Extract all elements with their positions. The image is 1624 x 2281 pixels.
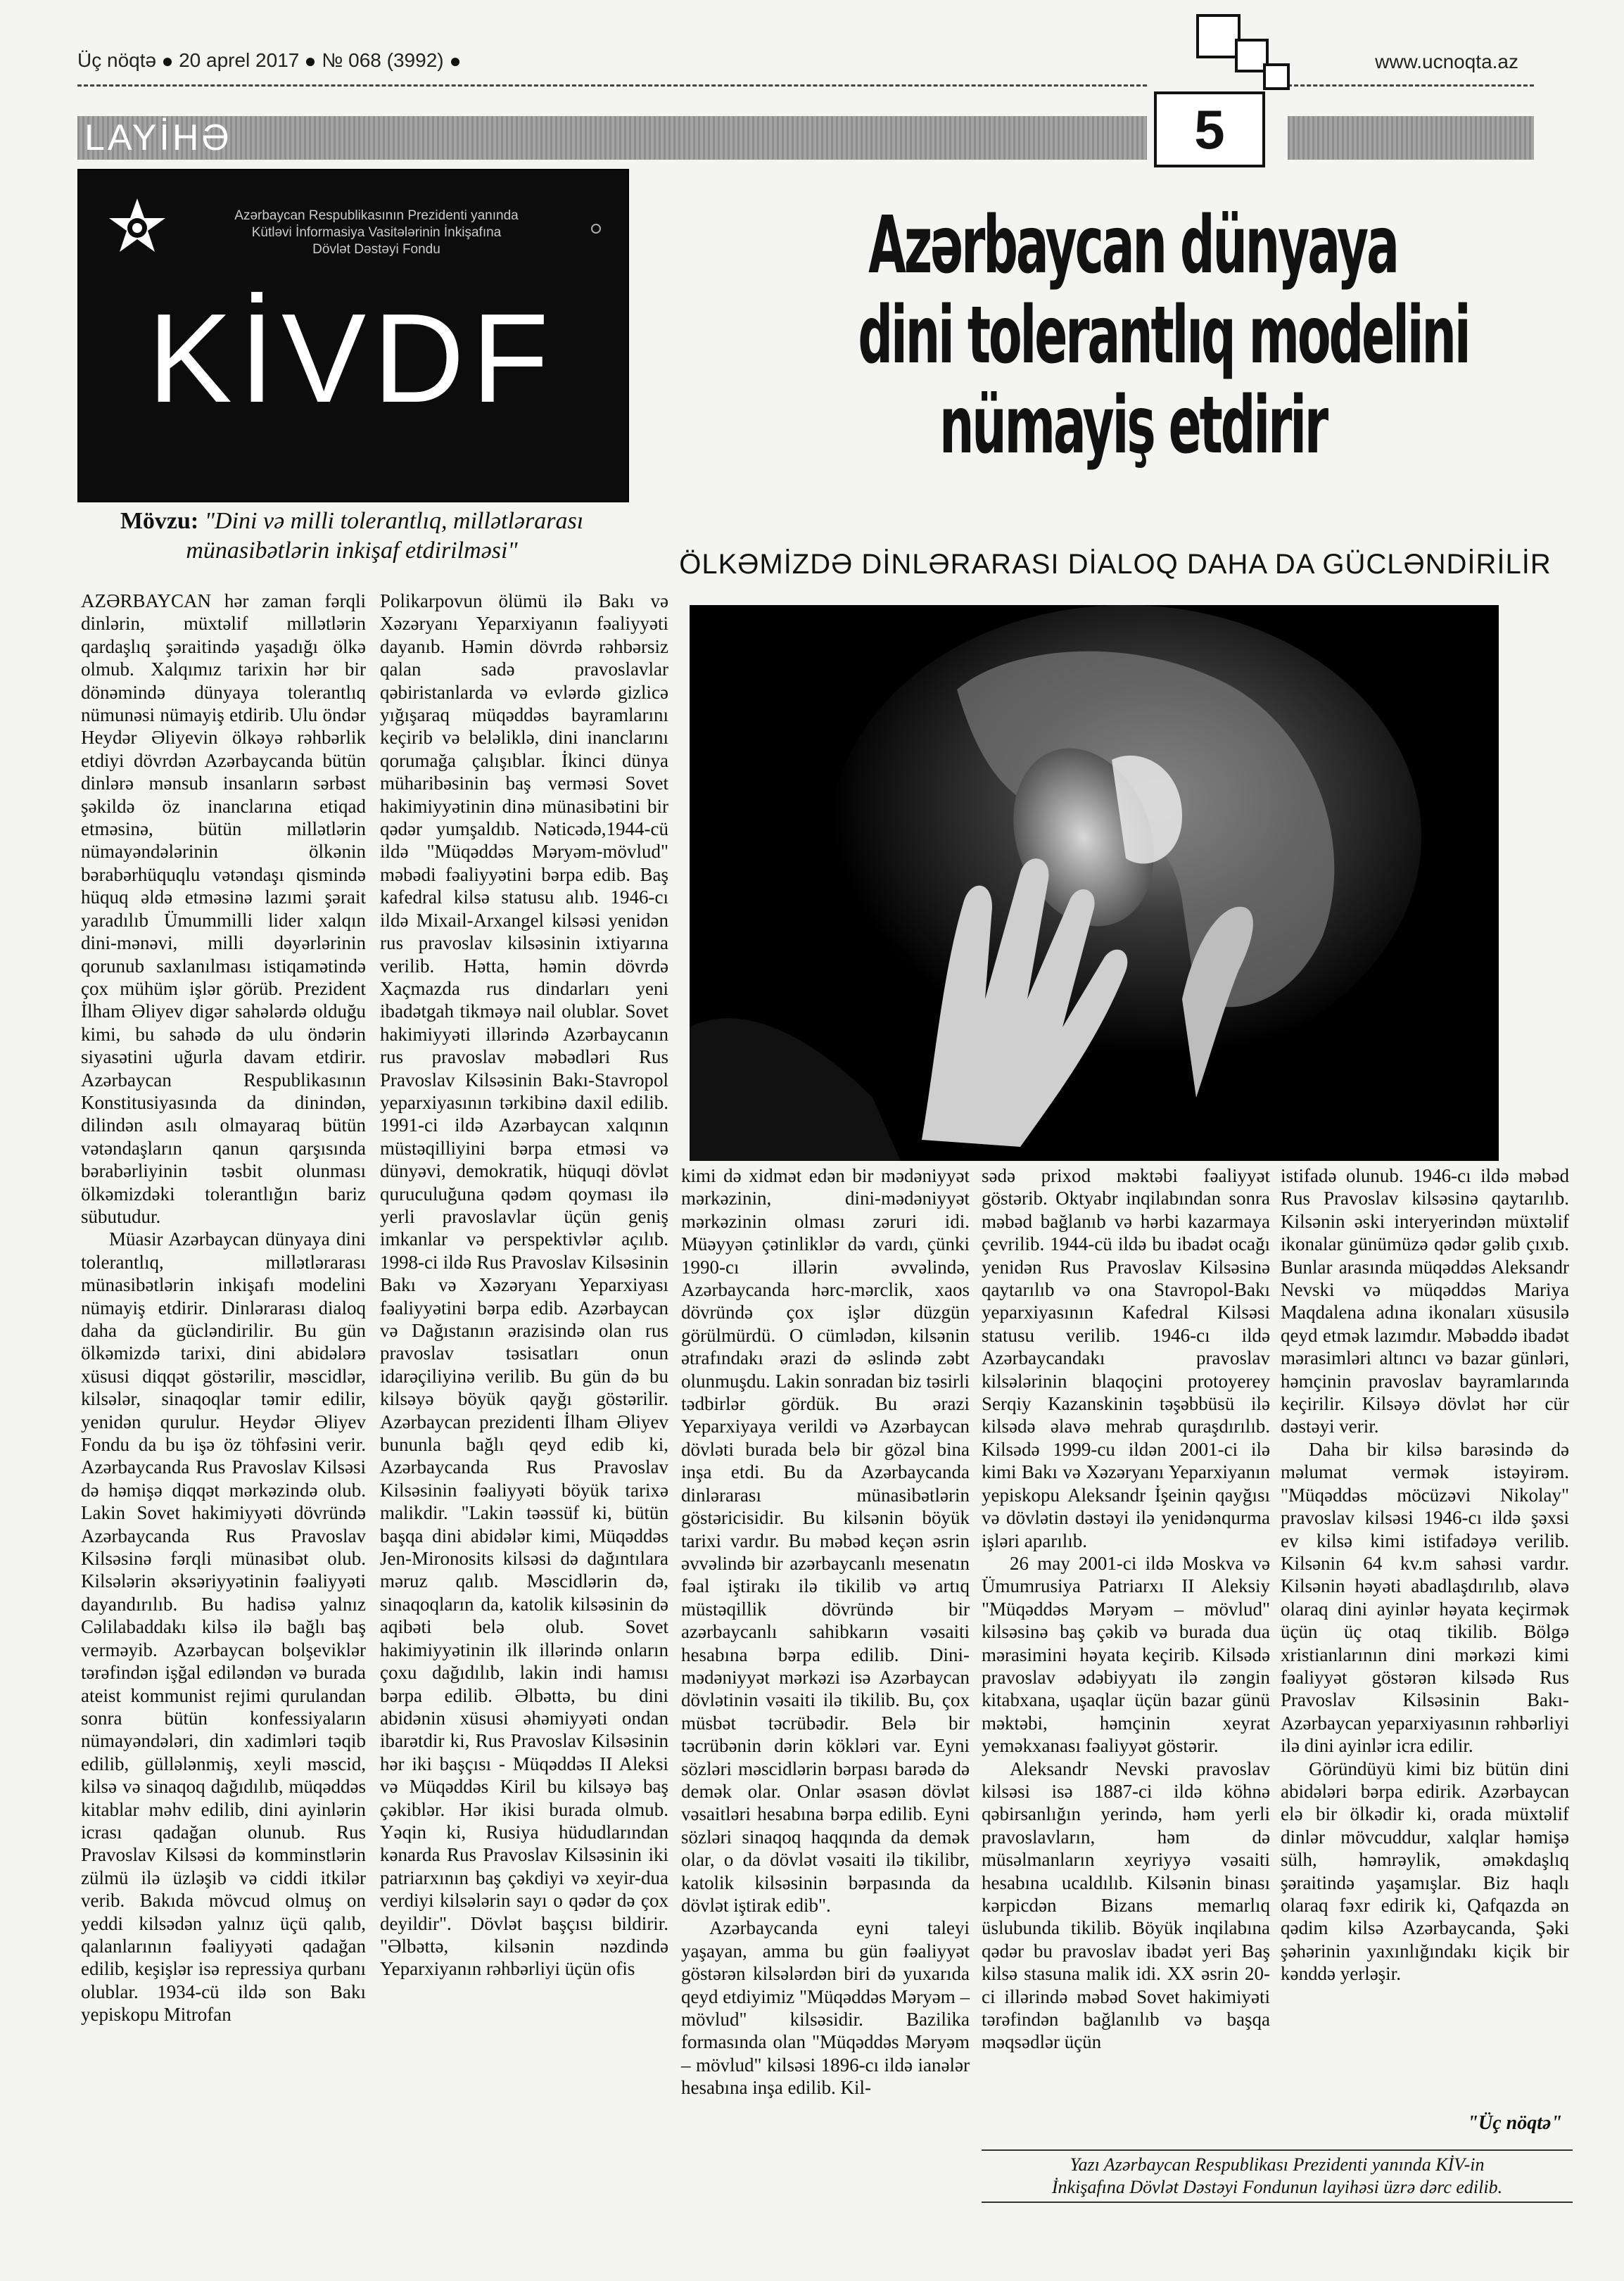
decor-square bbox=[1263, 63, 1290, 90]
paragraph: 26 may 2001-ci ildə Moskva və Ümumrusiya Patriarxı II Aleksiy "Müqəddəs Məryəm – mövlud" kilsəsinə baş çəkib və burada dua mərasimini həyata keçirib. Kilsədə pravoslav ədəbiyyatı ilə zəngin kitabxana, uşaqlar üçün bazar günü məktəbi, həmçinin xeyrat yeməkxanası fəaliyyət göstərir. bbox=[982, 1552, 1270, 1757]
logo-organization: Azərbaycan Respublikasının Prezidenti yanında Kütləvi İnformasiya Vasitələrinin İnkişafına Dövlət Dəstəyi Fondu bbox=[234, 208, 519, 257]
section-bar bbox=[1288, 116, 1534, 160]
article-column bbox=[982, 1164, 1270, 2054]
page-number: 5 bbox=[1154, 91, 1265, 167]
registered-mark-icon bbox=[591, 224, 601, 234]
paragraph: Aleksandr Nevski pravoslav kilsəsi isə 1887-ci ildə köhnə qəbirsanlığın yerində, həm yerli pravoslavların, həm də müsəlmanların xeyriyyə vəsaiti hesabına ucaldılıb. Kilsənin binası kərpicdən Bizans memarlıq üslubunda tikilib. Böyük inqilabına qədər bu pravoslav ibadət yeri Baş kilsə stasuna malik idi. XX əsrin 20-ci illərində məbəd Sovet hakimiyəti tərəfindən bağlanılıb və başqa məqsədlər üçün bbox=[982, 1758, 1270, 2053]
issue-date: 20 aprel 2017 bbox=[179, 49, 300, 71]
header-divider bbox=[1288, 84, 1534, 87]
paragraph: Polikarpovun ölümü ilə Bakı və Xəzəryanı Yeparxiyanın fəaliyyəti dayanıb. Həmin dövrdə rəhbərsiz qalan sadə pravoslavlar qəbiristanlarda və evlərdə gizlicə yığışaraq müqəddəs bayramlarını keçirib və beləliklə, dini inanclarını qorumağa çalışıblar. İkinci dünya müharibəsinin baş verməsi Sovet hakimiyyətinin dinə münasibətini bir qədər yumşaldıb. Nəticədə,1944-cü ildə "Müqəddəs Məryəm-mövlud" məbədi fəaliyyətini bərpa edib. Baş kafedral kilsə statusu alıb. 1946-cı ildə Mixail-Arxangel kilsəsi yenidən rus pravoslav kilsəsinin ixtiyarına verilib. Hətta, həmin dövrdə Xaçmazda rus dindarları yeni ibadətgah tikməyə nail olublar. Sovet hakimiyyəti illərində Azərbaycanın rus pravoslav məbədləri Rus Pravoslav Kilsəsinin Bakı-Stavropol yeparxiyasının tərkibinə daxil edilib. 1991-ci ildə Azərbaycan xalqının müstəqilliyini bərpa etməsi və dünyəvi, demokratik, hüquqi dövlət quruculuğuna qədəm qoyması ilə yerli pravoslavlar üçün geniş imkanlar və perspektivlər açılıb. 1998-ci ildə Rus Pravoslav Kilsəsinin Bakı və Xəzəryanı Yeparxiyası fəaliyyətini bərpa edib. Azərbaycan və Dağıstanın ərazisində olan rus pravoslav təsisatları onun idarəçiliyinə verilib. Bu gün də bu kilsəyə böyük qayğı göstərilir. Azərbaycan prezidenti İlham Əliyev bununla bağlı qeyd edib ki, Azərbaycanda Rus Pravoslav Kilsəsinin fəaliyyəti böyük tarixə malikdir. "Lakin təəssüf ki, bütün başqa dini abidələr kimi, Müqəddəs Jen-Mironosits kilsəsi də dağıntılara məruz qalıb. Məscidlərin də, sinaqoqların da, katolik kilsəsinin də aqibəti belə olub. Sovet hakimiyyətinin ilk illərində onların çoxu dağıdılıb, lakin indi hamısı bərpa edilib. Əlbəttə, bu dini abidənin xüsusi əhəmiyyəti ondan ibarətdir ki, Rus Pravoslav Kilsəsinin hər iki başçısı - Müqəddəs II Aleksi və Müqəddəs Kiril bu kilsəyə baş çəkiblər. Hər ikisi burada olmub. Yəqin ki, Rusiya hüdudlarından kənarda Rus Pravoslav Kilsəsinin iki patriarxının baş çəkdiyi və xeyir-dua verdiyi kilsələrin sayı o qədər də çox deyildir". Dövlət başçısı bildirir. "Əlbəttə, kilsənin nəzdində Yeparxiyanın rəhbərliyi üçün ofis bbox=[380, 590, 668, 1980]
website-link[interactable]: www.ucnoqta.az bbox=[1375, 51, 1518, 72]
paragraph: istifadə olunub. 1946-cı ildə məbəd Rus Pravoslav kilsəsinə qaytarılıb. Kilsənin əski interyerindən müxtəlif ikonalar günümüzə qədər gəlib çıxıb. Bunlar arasında müqəddəs Aleksandr Nevski və müqəddəs Mariya Maqdalena adına ikonaları xüsusilə qeyd etmək lazımdır. Məbəddə ibadət mərasimləri altıncı və bazar günləri, həmçinin pravoslav bayramlarında keçirilir. Kilsəyə dövlət hər cür dəstəyi verir. bbox=[1281, 1165, 1569, 1437]
logo-acronym: KİVDF bbox=[147, 288, 557, 429]
paragraph: Azərbaycanda eyni taleyi yaşayan, amma bu gün fəaliyyət göstərən kilsələrdən biri də yuxarıda qeyd etdiyimiz "Müqəddəs Məryəm – mövlud" kilsəsidir. Bazilika formasında olan "Müqəddəs Məryəm – mövlud" kilsəsi 1896-cı ildə ianələr hesabına inşa edilib. Kil- bbox=[681, 1917, 970, 2099]
header-divider bbox=[77, 84, 1147, 87]
paragraph: sədə prixod məktəbi fəaliyyət göstərib. Oktyabr inqilabından sonra məbəd bağlanıb və hərbi kazarmaya çevrilib. 1944-cü ildə bu ibadət ocağı yenidən Rus Pravoslav Kilsəsinə qaytarılıb və ona Stavropol-Bakı yeparxiyasının Kafedral Kilsəsi statusu verilib. 1946-cı ildə Azərbaycandakı pravoslav kilsələrinin blaqoçini protoyerey Serqiy Kazanskinin təşəbbüsü ilə kilsədə əlavə mehrab quraşdırılıb. Kilsədə 1999-cu ildən 2001-ci ilə kimi Bakı və Xəzəryanı Yeparxiyanın yepiskopu Aleksandr İşeinin qayğısı və dövlətin dəstəyi ilə yenidənqurma işləri aparılıb. bbox=[982, 1165, 1270, 1551]
section-label: LAYİHƏ bbox=[84, 117, 232, 158]
sponsor-footnote: Yazı Azərbaycan Respublikası Prezidenti yanında KİV-in İnkişafına Dövlət Dəstəyi Fondunun layihəsi üzrə dərc edilib. bbox=[982, 2149, 1573, 2203]
article-column bbox=[81, 590, 366, 2026]
issue-number: № 068 (3992) bbox=[322, 49, 444, 71]
subheadline: ÖLKƏMİZDƏ DİNLƏRARASI DİALOQ DAHA DA GÜCLƏNDİRİLİR bbox=[679, 549, 1552, 580]
star-emblem-icon bbox=[106, 197, 169, 260]
headline bbox=[858, 200, 1469, 471]
headline-line: dini tolerantlıq modelini bbox=[858, 290, 1469, 381]
praying-hands-photo bbox=[690, 605, 1499, 1161]
paragraph: Müasir Azərbaycan dünyaya dini tolerantlıq, millətlərarası münasibətlərin inkişafı modelini nümayiş etdirir. Dinlərarası dialoq daha da gücləndirilir. Bu gün ölkəmizdə tarixi, dini abidələrə xüsusi diqqət göstərilir, məscidlər, kilsələr, sinaqoqlar təmir edilir, yenidən qurulur. Heydər Əliyev Fondu da bu işə öz töhfəsini verir. Azərbaycanda Rus Pravoslav Kilsəsi də həmişə diqqət mərkəzində olub. Lakin Sovet hakimiyyəti dövründə Azərbaycanda Rus Pravoslav Kilsəsinə fərqli münasibət olub. Kilsələrin əksəriyyətinin fəaliyyəti dayandırılıb. Bu hadisə yalnız Cəlilabaddakı kilsə ilə bağlı baş verməyib. Azərbaycan bolşeviklər tərəfindən işğal ediləndən və burada ateist kommunist rejimi qurulandan sonra bütün konfessiyaların nümayəndələri, din xadimləri təqib edilib, güllələnmiş, xeyli məscid, kilsə və sinaqoq dağıdılıb, müqəddəs kitablar məhv edilib, dini ayinlərin icrası qadağan olunub. Rus Pravoslav Kilsəsi də komminstlərin zülmü ilə üzləşib və ciddi itkilər verib. Bakıda mövcud olmuş on yeddi kilsədən yalnız üçü qalıb, qalanlarının fəaliyyəti qadağan edilib, keşişlər isə repressiya qurbanı olublar. 1934-cü ildə son Bakı yepiskopu Mitrofan bbox=[81, 1228, 366, 2026]
article-column bbox=[380, 590, 668, 1981]
paper-name: Üç nöqtə bbox=[77, 49, 157, 71]
paragraph: AZƏRBAYCAN hər zaman fərqli dinlərin, müxtəlif millətlərin qardaşlıq şəraitində yaşadığı ölkə olmub. Xalqımız tarixin hər bir dönəmində dünyaya tolerantlıq nümunəsi nümayiş etdirib. Ulu öndər Heydər Əliyevin ölkəyə rəhbərlik etdiyi dövrdən Azərbaycanda bütün dinlərə mənsub insanların sərbəst şəkildə öz inanclarına etiqad etməsinə, bütün millətlərin nümayəndələrinin ölkənin bərabərhüquqlu vətəndaşı qismində hüquq əldə etməsinə lazımi şərait yaradılıb Ümummilli lider xalqın dini-mənəvi, milli dəyərlərinin qorunub saxlanılması istiqamətində çox mühüm işlər görüb. Prezident İlham Əliyev digər sahələrdə olduğu kimi, bu sahədə də ulu öndərin siyasətini uğurla davam etdirir. Azərbaycan Respublikasının Konstitusiyasında da dinindən, dilindən asılı olmayaraq bütün vətəndaşların qanun qarşısında bərabərliyinin təsbit olunması ölkəmizdəki tolerantlığın bariz sübutudur. bbox=[81, 590, 366, 1227]
headline-line: nümayiş etdirir bbox=[939, 380, 1327, 471]
headline-line: Azərbaycan dünyaya bbox=[868, 200, 1397, 291]
paragraph: Daha bir kilsə barəsində də məlumat vermək istəyirəm. "Müqəddəs möcüzəvi Nikolay" pravoslav kilsəsi 1946-cı ildə şəxsi ev kilsə kimi istifadəyə verilib. Kilsənin 64 kv.m sahəsi vardır. Kilsənin həyəti abadlaşdırılıb, əlavə olaraq dini ayinlər həyata keçirmək üçün üç otaq tikilib. Bölgə xristianlarının dini mərkəzi kimi fəaliyyət göstərən kilsədə Rus Pravoslav Kilsəsinin Bakı-Azərbaycan yeparxiyasının rəhbərliyi ilə dini ayinlər icra edilir. bbox=[1281, 1438, 1569, 1757]
bullet-icon bbox=[451, 58, 459, 66]
topic-line bbox=[77, 507, 626, 566]
topic-text: "Dini və milli tolerantlıq, millətlərarası münasibətlərin inkişaf etdirilməsi" bbox=[186, 508, 584, 564]
article-column bbox=[681, 1164, 970, 2099]
byline-signature: "Üç nöqtə" bbox=[1467, 2112, 1562, 2134]
article-column bbox=[1281, 1164, 1569, 1985]
section-bar bbox=[77, 116, 1147, 160]
decor-square bbox=[1196, 14, 1241, 58]
bullet-icon bbox=[163, 58, 172, 66]
paragraph: kimi də xidmət edən bir mədəniyyət mərkəzinin, dini-mədəniyyət mərkəzinin olması zəruri idi. Müəyyən çətinliklər də vardı, çünki 1990-cı illərin əvvəlində, Azərbaycanda hərc-mərclik, xaos dövründə çox işlər düzgün görülmürdü. O cümlədən, kilsənin ətrafındakı ərazi də əslində zəbt olunmuşdu. Lakin sonradan biz təsirli tədbirlər gördük. Bu ərazi Yeparxiyaya verildi və Azərbaycan dövləti burada belə bir gözəl bina inşa etdi. Bu da Azərbaycanda dinlərarası münasibətlərin göstəricisidir. Bu kilsənin böyük tarixi vardır. Bu məbəd keçən əsrin əvvəlində bir azərbaycanlı mesenatın fəal iştirakı ilə tikilib və artıq müstəqillik dövründə bir azərbaycanlı sahibkarın vəsaiti hesabına bərpa edilib. Dini-mədəniyyət mərkəzi isə Azərbaycan dövlətinin vəsaiti ilə tikilib. Bu, çox müsbət təcrübədir. Belə bir təcrübənin dərin kökləri var. Eyni sözləri məscidlərin bərpası barədə də demək olar. Onlar əsasən dövlət vəsaitləri hesabına bərpa edilib. Eyni sözləri sinaqoq haqqında da demək olar, o da dövlət vəsaiti ilə tikilibr, katolik kilsəsinin bərpasında da dövlət iştirak edib". bbox=[681, 1165, 970, 1916]
bullet-icon bbox=[306, 58, 315, 66]
topic-label: Mövzu: bbox=[120, 508, 199, 534]
paragraph: Göründüyü kimi biz bütün dini abidələri bərpa edirik. Azərbaycan elə bir ölkədir ki, orada müxtəlif dinlər mövcuddur, xalqlar həmişə sülh, həmrəylik, əməkdaşlıq şəraitində yaşamışlar. Biz haqlı olaraq fəxr edirik ki, Qafqazda ən qədim kilsə Azərbaycanda, Şəki şəhərinin yaxınlığındakı kiçik bir kənddə yerləşir. bbox=[1281, 1758, 1569, 1985]
